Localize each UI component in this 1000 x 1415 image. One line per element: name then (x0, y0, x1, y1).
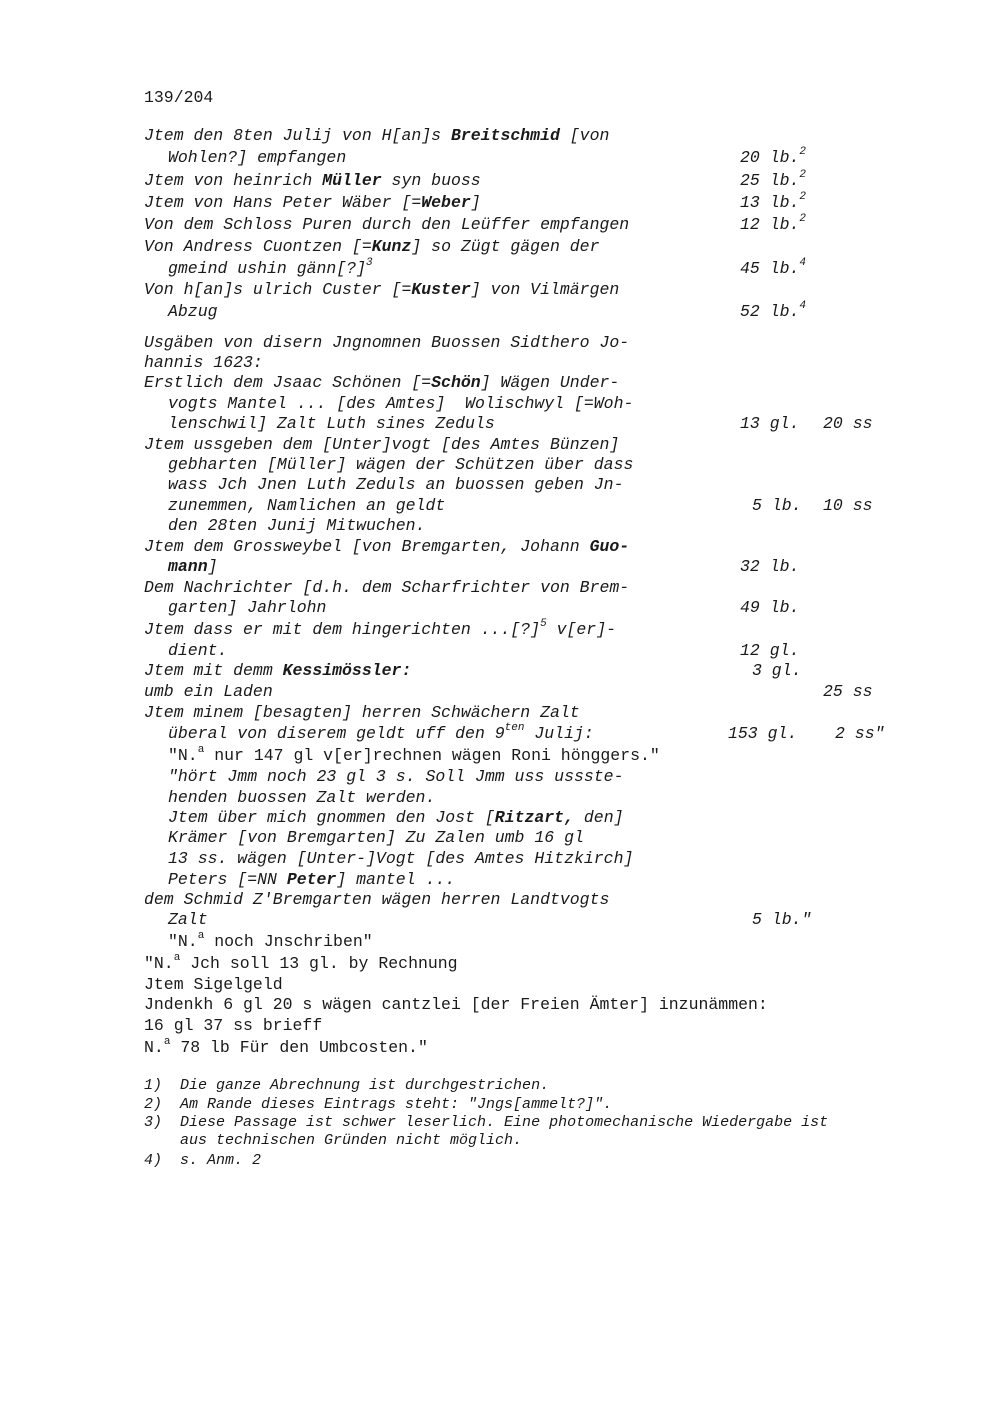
expense-4-line-1: Dem Nachrichter [d.h. dem Scharfrichter von Brem- (144, 578, 630, 597)
expense-6-amount: 3 gl. (752, 661, 802, 680)
quote-line-5: 13 ss. wägen [Unter-]Vogt [des Amtes Hitzkirch] (168, 849, 634, 868)
note-line: "N.$^a$ noch Jnschriben" (168, 929, 373, 951)
person-name: mann (168, 557, 208, 576)
note-line: 16 gl 37 ss brieff (144, 1016, 323, 1035)
person-name: Kessimössler: (282, 661, 412, 680)
quote-line-2: henden buossen Zalt werden. (168, 788, 436, 807)
smith-line-1: dem Schmid Z'Bremgarten wägen herren Landtvogts (144, 890, 610, 909)
footnote-4: 4) s. Anm. 2 (144, 1152, 262, 1169)
income-entry-3: Jtem von Hans Peter Wäber [=Weber] (144, 193, 481, 212)
expense-1-line-3: lenschwil] Zalt Luth sines Zeduls (168, 414, 495, 433)
expense-2-line-3: wass Jch Jnen Luth Zeduls an buossen geben Jn- (168, 475, 624, 494)
income-entry-4: Von dem Schloss Puren durch den Leüffer empfangen (144, 215, 630, 234)
income-entry-1-amount: 20 lb.$^2$ (740, 145, 807, 167)
person-name: Schön (431, 373, 481, 392)
note-line: Jndenkh 6 gl 20 s wägen cantzlei [der Freien Ämter] inzunämmen: (144, 995, 768, 1014)
person-name: Peter (286, 870, 337, 889)
expense-1-line-1: Erstlich dem Jsaac Schönen [=Schön] Wägen Under- (144, 373, 620, 392)
smith-line-2: Zalt (168, 910, 208, 929)
person-name: Kunz (371, 237, 412, 256)
footnote-1: 1) Die ganze Abrechnung ist durchgestrichen. (144, 1077, 550, 1094)
income-entry-6-line-1: Von h[an]s ulrich Custer [=Kuster] von Vilmärgen (144, 280, 620, 299)
income-entry-5-amount: 45 lb.$^4$ (740, 256, 807, 278)
income-entry-5-line-2: gmeind ushin gänn[?]$^3$ (168, 256, 373, 278)
quote-line-4: Krämer [von Bremgarten] Zu Zalen umb 16 gl (168, 828, 584, 847)
expense-3-line-2: mann] (168, 557, 218, 576)
income-entry-1-line-1: Jtem den 8ten Julij von H[an]s Breitschmid [von (144, 126, 610, 145)
expense-1-line-2: vogts Mantel ... [des Amtes] Wolischwyl [=Woh- (168, 394, 634, 413)
quote-line-1: "hört Jmm noch 23 gl 3 s. Soll Jmm uss ussste- (168, 767, 624, 786)
expense-7: umb ein Laden (144, 682, 273, 701)
person-name: Weber (421, 193, 471, 212)
expenses-heading-line-2: hannis 1623: (144, 353, 263, 372)
income-entry-6-amount: 52 lb.$^4$ (740, 299, 807, 321)
expense-8-line-2: überal von diserem geldt uff den $9^{ten}$ Julij: (168, 721, 594, 743)
income-entry-2: Jtem von heinrich Müller syn buoss (144, 171, 481, 190)
note-line: "N.$^a$ nur 147 gl v[er]rechnen wägen Roni hönggers." (168, 743, 660, 765)
income-entry-6-line-2: Abzug (168, 302, 218, 321)
expense-5-amount: 12 gl. (740, 641, 800, 660)
quote-line-6: Peters [=NN Peter] mantel ... (168, 870, 456, 889)
income-entry-2-amount: 25 lb.$^2$ (740, 168, 807, 190)
expense-2-line-5: den 28ten Junij Mitwuchen. (168, 516, 426, 535)
income-entry-3-amount: 13 lb.$^2$ (740, 190, 807, 212)
footnote-3-line-2: aus technischen Gründen nicht möglich. (144, 1132, 523, 1149)
expense-5-line-1: Jtem dass er mit dem hingerichten ...[?]$^5$ v[er]- (144, 617, 616, 639)
footnote-2: 2) Am Rande dieses Eintrags steht: "Jngs[ammelt?]". (144, 1096, 613, 1113)
expense-2-line-1: Jtem ussgeben dem [Unter]vogt [des Amtes Bünzen] (144, 435, 620, 454)
note-line: Jtem Sigelgeld (144, 975, 283, 994)
person-name: Breitschmid (450, 126, 560, 145)
person-name: Müller (322, 171, 382, 190)
expense-8-amount-ss: 2 ss" (835, 724, 885, 743)
expense-4-amount: 49 lb. (740, 598, 800, 617)
note-line: "N.$^a$ Jch soll 13 gl. by Rechnung (144, 951, 458, 973)
expense-4-line-2: garten] Jahrlohn (168, 598, 327, 617)
quote-line-3: Jtem über mich gnommen den Jost [Ritzart, den] (168, 808, 624, 827)
expense-2-line-2: gebharten [Müller] wägen der Schützen über dass (168, 455, 634, 474)
person-name: Kuster (411, 280, 471, 299)
income-entry-1-line-2: Wohlen?] empfangen (168, 148, 347, 167)
expense-3-amount: 32 lb. (740, 557, 800, 576)
expense-2-amount-ss: 10 ss (823, 496, 873, 515)
expense-5-line-2: dient. (168, 641, 228, 660)
income-entry-5-line-1: Von Andress Cuontzen [=Kunz] so Zügt gägen der (144, 237, 600, 256)
smith-amount: 5 lb." (752, 910, 812, 929)
expenses-heading-line-1: Usgäben von disern Jngnomnen Buossen Sidthero Jo- (144, 333, 630, 352)
income-entry-4-amount: 12 lb.$^2$ (740, 212, 807, 234)
page-number: 139/204 (144, 88, 214, 107)
person-name: Guo- (589, 537, 630, 556)
expense-2-amount: 5 lb. (752, 496, 802, 515)
note-line: N.$^a$ 78 lb Für den Umbcosten." (144, 1035, 428, 1057)
expense-1-amount-ss: 20 ss (823, 414, 873, 433)
expense-3-line-1: Jtem dem Grossweybel [von Bremgarten, Johann Guo- (144, 537, 630, 556)
expense-8-line-1: Jtem minem [besagten] herren Schwächern Zalt (144, 703, 580, 722)
expense-7-amount-ss: 25 ss (823, 682, 873, 701)
person-name: Ritzart, (494, 808, 574, 827)
expense-6: Jtem mit demm Kessimössler: (144, 661, 412, 680)
expense-8-amount: 153 gl. (728, 724, 798, 743)
footnote-3-line-1: 3) Diese Passage ist schwer leserlich. Eine photomechanische Wiedergabe ist (144, 1114, 829, 1131)
expense-1-amount: 13 gl. (740, 414, 800, 433)
expense-2-line-4: zunemmen, Namlichen an geldt (168, 496, 446, 515)
